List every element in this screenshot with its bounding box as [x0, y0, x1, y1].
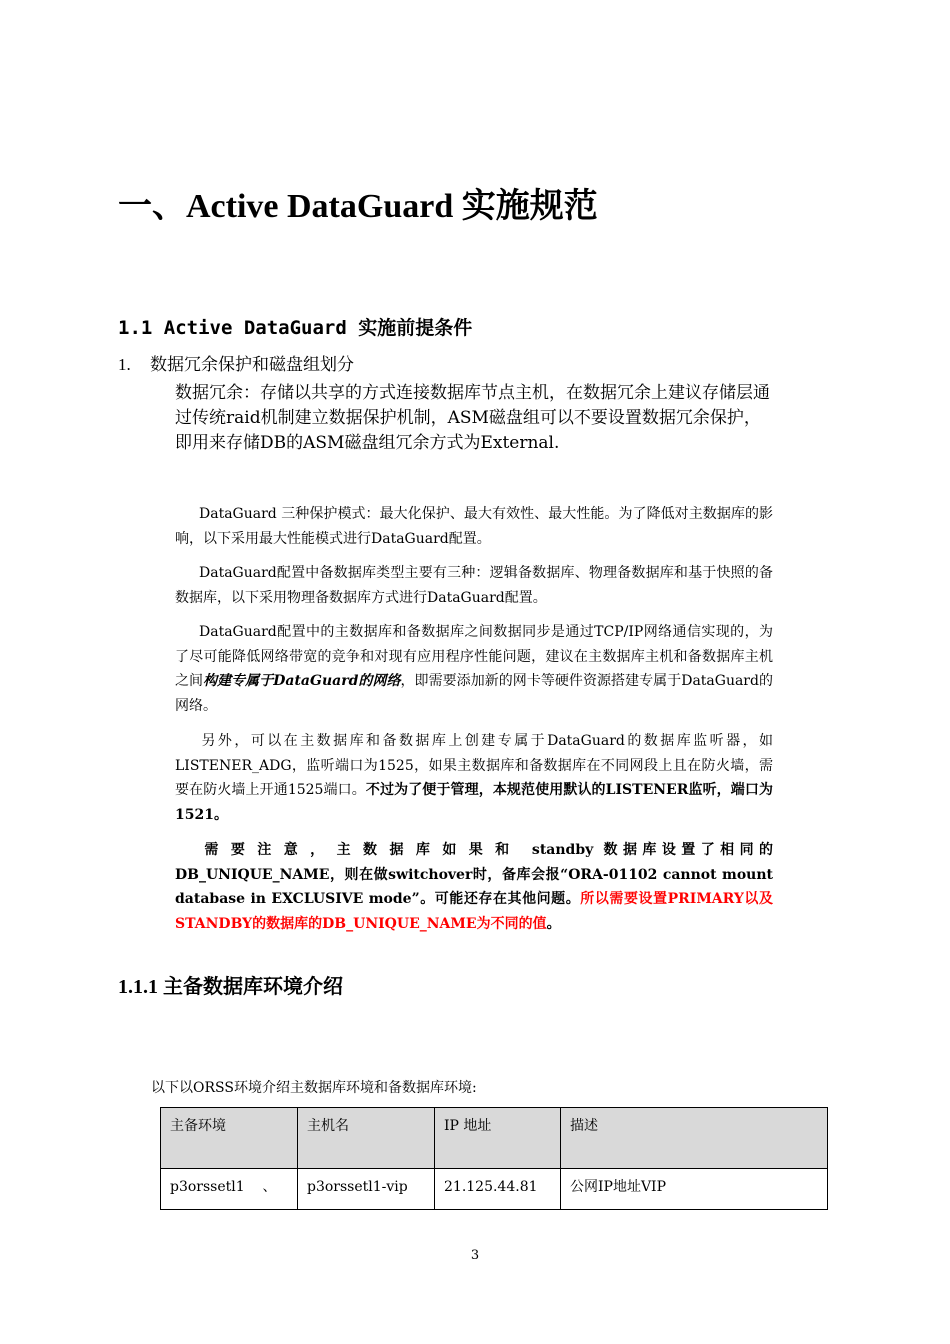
listener-emphasis: 不过为了便于管理，本规范使用默认的LISTENER监听，端口为1521。 — [175, 782, 773, 823]
list-item-text: 数据冗余保护和磁盘组划分 — [150, 355, 354, 375]
table-cell: p3orssetl1-vip — [298, 1169, 435, 1210]
standby-types-paragraph — [175, 561, 773, 610]
note-warning-text: 所以需要设置PRIMARY以及STANDBY的数据库的DB_UNIQUE_NAME为不同的值 — [175, 891, 773, 932]
table-intro-text: 以下以ORSS环境介绍主数据库环境和备数据库环境: — [151, 1080, 477, 1096]
table-cell: 21.125.44.81 — [435, 1169, 561, 1210]
note-end: 。 — [546, 915, 561, 932]
network-text: DataGuard配置中的主数据库和备数据库之间数据同步是通过TCP/IP网络通信实现的，为了尽可能降低网络带宽的竞争和对现有应用程序性能问题，建议在主数据库主机和备数据库主机之间 — [175, 624, 773, 689]
section-heading: 1.1 Active DataGuard 实施前提条件 — [118, 317, 473, 339]
note-text: standby 数据库设置了相同的DB_UNIQUE_NAME，则在做switchover时，备库会报“ORA-01102 cannot mount database in EXCLUSIVE mode”。可能还存在其他问题。 — [175, 842, 774, 907]
table-cell: p3orssetl1 、 — [161, 1169, 298, 1210]
list-item-number: 1. — [118, 355, 131, 374]
subsection-heading: 1.1.1 主备数据库环境介绍 — [118, 976, 343, 998]
protection-modes-paragraph — [175, 502, 773, 551]
header-cell: 主机名 — [298, 1108, 435, 1169]
numbered-list-item — [118, 350, 354, 375]
table-row — [161, 1169, 828, 1210]
table-cell: 公网IP地址VIP — [561, 1169, 828, 1210]
header-cell: 描述 — [561, 1108, 828, 1169]
header-cell: IP 地址 — [435, 1108, 561, 1169]
chapter-title: 一、Active DataGuard 实施规范 — [118, 188, 598, 225]
header-cell: 主备环境 — [161, 1108, 298, 1169]
environment-table — [160, 1107, 828, 1210]
network-emphasis: 构建专属于DataGuard的网络 — [203, 673, 401, 689]
listener-paragraph — [175, 729, 773, 827]
standby-types-text: DataGuard配置中备数据库类型主要有三种：逻辑备数据库、物理备数据库和基于快照的备数据库，以下采用物理备数据库方式进行DataGuard配置。 — [175, 565, 773, 606]
redundancy-paragraph: 数据冗余：存储以共享的方式连接数据库节点主机，在数据冗余上建议存储层通过传统raid机制建立数据保护机制，ASM磁盘组可以不要设置数据冗余保护，即用来存储DB的ASM磁盘组冗余方式为External. — [175, 383, 770, 453]
listener-text: 另外，可以在主数据库和备数据库上创建专属于DataGuard的数据库监听器，如LISTENER_ADG，监听端口为1525，如果主数据库和备数据库在不同网段上且在防火墙，需要在防火墙上开通1525端口。 — [175, 733, 773, 798]
protection-modes-text: DataGuard 三种保护模式：最大化保护、最大有效性、最大性能。为了降低对主数据库的影响，以下采用最大性能模式进行DataGuard配置。 — [175, 506, 773, 547]
unique-name-note-paragraph — [175, 838, 773, 936]
network-text-end: ，即需要添加新的网卡等硬件资源搭建专属于DataGuard的网络。 — [175, 673, 773, 714]
note-lead-text: 需要注意，主数据库如果和 — [199, 842, 522, 858]
table-header-row — [161, 1108, 828, 1169]
page-number: 3 — [470, 1248, 480, 1263]
network-paragraph — [175, 620, 773, 718]
